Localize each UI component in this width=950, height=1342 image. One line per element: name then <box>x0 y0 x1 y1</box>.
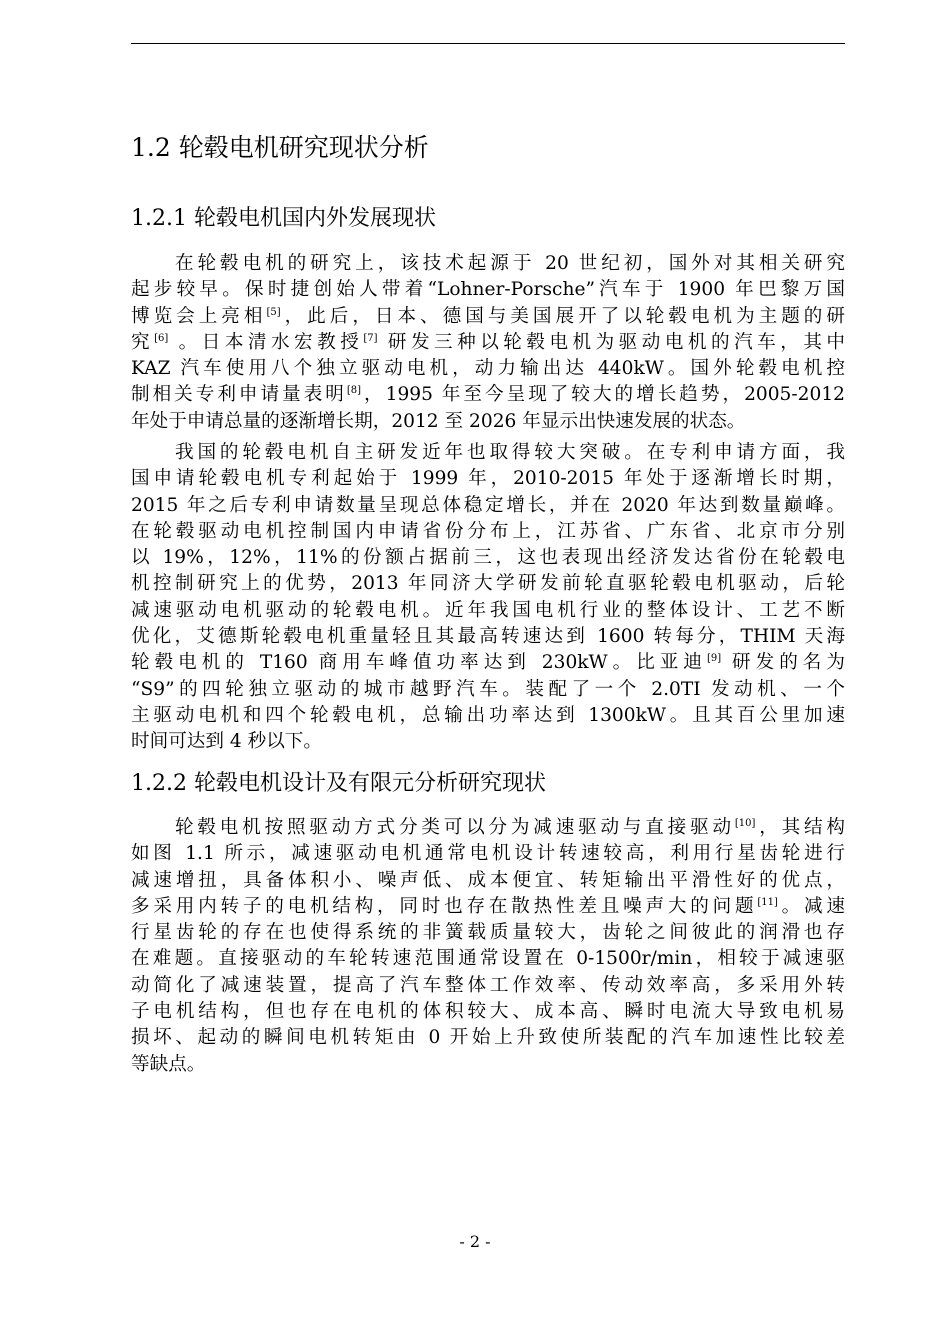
text-line: 减速驱动电机驱动的轮毂电机。近年我国电机行业的整体设计、工艺不断 <box>131 599 845 621</box>
text-line: 在难题。直接驱动的车轮转速范围通常设置在 0-1500r/min，相较于减速驱 <box>131 948 845 970</box>
text-line: 多采用内转子的电机结构，同时也存在散热性差且噪声大的问题[11]。减速 <box>131 895 845 917</box>
text-line: 我国的轮毂电机自主研发近年也取得较大突破。在专利申请方面，我 <box>175 442 845 463</box>
text-line: 在轮毂电机的研究上，该技术起源于 20 世纪初，国外对其相关研究 <box>175 253 845 274</box>
text-line: 行星齿轮的存在也使得系统的非簧载质量较大，齿轮之间彼此的润滑也存 <box>131 922 845 944</box>
text-line: 如图 1.1 所示，减速驱动电机通常电机设计转速较高，利用行星齿轮进行 <box>131 843 845 865</box>
text-line: 损坏、起动的瞬间电机转矩由 0 开始上升致使所装配的汽车加速性比较差 <box>131 1027 845 1049</box>
text-line: 2015 年之后专利申请数量呈现总体稳定增长，并在 2020 年达到数量巅峰。 <box>131 494 845 516</box>
text-line: 等缺点。 <box>131 1053 206 1075</box>
citation-marker: [9] <box>706 653 722 665</box>
citation-marker: [10] <box>734 818 756 829</box>
text-line: 在轮毂驱动电机控制国内申请省份分布上，江苏省、广东省、北京市分别 <box>131 520 845 542</box>
text-line: 子电机结构，但也存在电机的体积较大、成本高、瞬时电流大导致电机易 <box>131 1001 845 1023</box>
citation-marker: [7] <box>363 332 378 344</box>
page-number: - 2 - <box>459 1232 491 1251</box>
text-line: 轮毂电机的 T160 商用车峰值功率达到 230kW。比亚迪[9] 研发的名为 <box>131 652 845 674</box>
text-line: 时间可达到 4 秒以下。 <box>131 731 322 753</box>
text-line: 制相关专利申请量表明[8]，1995 年至今呈现了较大的增长趋势，2005-2012 <box>131 384 845 406</box>
paragraph-3 <box>131 815 845 1078</box>
text-line: 减速增扭，具备体积小、噪声低、成本便宜、转矩输出平滑性好的优点， <box>131 869 845 891</box>
paragraph-2 <box>131 440 845 756</box>
citation-marker: [8] <box>346 385 362 397</box>
text-line: 年处于申请总量的逐渐增长期，2012 至 2026 年显示出快速发展的状态。 <box>131 410 746 432</box>
header-rule <box>131 43 845 44</box>
text-line: “S9”的四轮独立驱动的城市越野汽车。装配了一个 2.0TI 发动机、一个 <box>131 678 845 700</box>
text-line: 起步较早。保时捷创始人带着“Lohner-Porsche”汽车于 1900 年巴黎万国 <box>131 279 845 301</box>
subsection-1-title: 1.2.1 轮毂电机国内外发展现状 <box>131 206 436 231</box>
citation-marker: [11] <box>757 896 778 908</box>
subsection-2-title: 1.2.2 轮毂电机设计及有限元分析研究现状 <box>131 771 546 796</box>
text-line: 机控制研究上的优势，2013 年同济大学研发前轮直驱轮毂电机驱动，后轮 <box>131 573 845 595</box>
paragraph-1 <box>131 251 845 435</box>
text-line: 博览会上亮相[5]，此后，日本、德国与美国展开了以轮毂电机为主题的研 <box>131 305 845 327</box>
section-title: 1.2 轮毂电机研究现状分析 <box>131 133 429 162</box>
text-line: 究[6] 。日本清水宏教授[7] 研发三种以轮毂电机为驱动电机的汽车，其中 <box>131 331 845 353</box>
citation-marker: [6] <box>154 332 169 344</box>
text-line: 国申请轮毂电机专利起始于 1999 年，2010-2015 年处于逐渐增长时期， <box>131 468 845 490</box>
text-line: 优化，艾德斯轮毂电机重量轻且其最高转速达到 1600 转每分，THIM 天海 <box>131 626 845 648</box>
citation-marker: [5] <box>266 306 281 318</box>
text-line: 动简化了减速装置，提高了汽车整体工作效率、传动效率高，多采用外转 <box>131 974 845 996</box>
text-line: KAZ 汽车使用八个独立驱动电机，动力输出达 440kW。国外轮毂电机控 <box>131 358 845 380</box>
text-line: 轮毂电机按照驱动方式分类可以分为减速驱动与直接驱动[10]，其结构 <box>175 817 845 838</box>
text-line: 主驱动电机和四个轮毂电机，总输出功率达到 1300kW。且其百公里加速 <box>131 704 845 726</box>
text-line: 以 19%，12%，11%的份额占据前三，这也表现出经济发达省份在轮毂电 <box>131 547 845 569</box>
